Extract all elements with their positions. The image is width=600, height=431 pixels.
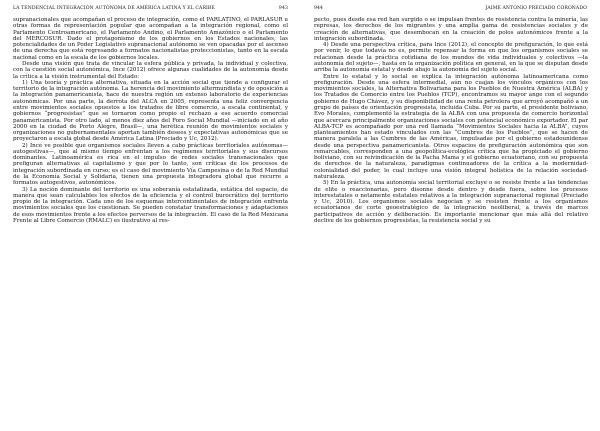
page-number: 943 — [278, 6, 288, 11]
paragraph: Desde una visión que trata de vincular la esfera pública y privada, la individual y colectiva, con la cuestión social autonómica, Ince (2012) ofrece algunas cualidades de la autonomía desde la crítica a la visión instrumental del Estado: — [13, 60, 288, 80]
paragraph: pecto, pues desde esa red han surgido o se impulsan frentes de resistencia contra la minería, las represas, los derechos de los migrantes y una amplia gama de resistencias sociales y de creación de alternativas, que desembocan en la creación de polos autonómicos frente a la integración subordinada. — [314, 17, 588, 42]
numbered-paragraph: 1) Una teoría y práctica alternativa, situada en la acción social que tiende a configurar el territorio de la integración autónoma. La herencia del movimiento altermundista y de oposición a la integración panamericanista, hace de nuestra región un extenso laboratorio de experiencias autonómicas. Por una parte, la derrota del ALCA en 2005, representa una feliz convergencia entre movimientos sociales opuestos a los tratados de libre comercio, a escala continental, y gobiernos “progresistas” que se tornaron como propio el rechazo a ese acuerdo comercial panamericanista. Por otro lado, al menos diez años del Foro Social Mundial —iniciado en el año 2000 en la ciudad de Porto Alegre, Brasil—, una herética reunión de movimientos sociales y organizaciones no gubernamentales aportan también deseos y expectativas autonómicas que se proyectaron a escala global desde América Latina (Preciado y Uc, 2012). — [13, 79, 288, 143]
running-header-author: JAIME ANTONIO PRECIADO CORONADO — [485, 6, 587, 11]
paragraph: supranacionales que acompañan el proceso de integración, como el PARLATINO, el PARLASUR u otras formas de representación popular que acompañan a la integración regional, como el Parlamento Centroamericano, el Parlamento Andino, el Parlamento Amazónico o el Parlamento del MERCOSUR. Dado el protagonismo de los gobiernos en los Estados nacionales, las potencialidades de un Poder Legislativo supranacional autónomo se ven opacadas por el ascenso de una derecha que está regresando a formatos nacionalistas proteccionistas, tanto en la escala nacional como en la escala de los gobiernos locales. — [13, 17, 288, 61]
numbered-paragraph: 5) En la práctica, una autonomía social territorial excluye o se resiste frente a las tendencias de elite o reaccionarias, pero disonne desde dentro y desde fuera, sobre los procesos interestatales o netamente estatales relativos a la integración supranacional regional (Preciado y Uc, 2010). Los organismos sociales negocian y se resisten frente a los organismos ecuatorianos de corte geoestratégico de la integración neoliberal, a través de marcos participativos de acción y deliberación. Es importante mencionar que más allá del relativo declive de los gobiernos progresistas, la resistencia social y su — [314, 180, 588, 224]
page-number: 944 — [314, 6, 324, 11]
text-column — [13, 17, 288, 224]
numbered-paragraph: 3) La noción dominante del territorio es una soberanía estatalizada, estática del espacio, de manera que sean calculables los efectos de la eficiencia y el control burocrático del territorio propio de la integración. Cada uno de los esquemas intercontinentales de integración enfrenta movimientos sociales que los cuestionan. Se pueden constatar transformaciones y adaptaciones de esos movimientos frente a los efectos perversos de la integración. El caso de la Red Mexicana Frente al Libre Comercio (RMALC) es ilustrativo al res- — [13, 186, 288, 224]
paragraph: Entre lo estatal y lo social se explica la integración autónoma latinoamericana como prefiguración. Desde una esfera intermedial, aún no cuajan los vínculos orgánicos con los movimientos sociales, la Alternativa Bolivariana para los Pueblos de Nuestra América (ALBA) y los Tratados de Comercio entre los Pueblos (TCP), encontramos su mayor ange con el segundo gobierno de Hugo Chávez, y su disponibilidad de una renta petrolera que arroyó acompañó a un grupo de países de orientación progresista, incluida Cuba. Por su parte, el presidente boliviano, Evo Morales, complementó la estrategia de la ALBA con una propuesta de comercio horizontal que acercara principalmente organizaciones sociales con potencial económico exportador. El par ALBA-TCP es acompañado por una red llamada “Movimientos Sociales hacia la ALBA”, cuyos planteamientos han estado vinculados con las “Cumbres de los Pueblos”, que se hacen de manera paralela a las Cumbres de las Américas, impulsadas por el gobierno estadounidense desde una perspectiva panamericanista. Otros espacios de prefiguración autonómica que son remarcables, corresponden a una geopolítica-ecológica crítica que ha propiciado el gobierno boliviano, con su reivindicación de la Pacha Mama y el gobierno ecuatoriano, con su propuesta de derechos de la naturaleza, paradigmas continuadores de la crítica a la modernidad-colonialidad del poder, lo cual incluye una visión integral holística de la relación sociedad-naturaleza. — [314, 73, 588, 181]
right-page — [300, 0, 600, 431]
running-header-title: LA TENDENCIAL INTEGRACIÓN AUTÓNOMA DE AMÉRICA LATINA Y EL CARIBE — [13, 6, 215, 11]
numbered-paragraph: 4) Desde una perspectiva crítica, para Ince (2012), el concepto de prefiguración, lo que está por venir, lo que todavía no es, permite repensar la forma en que los organismos sociales se relacionan desde la práctica cotidiana de los mundos de vida individuales y colectivos —la autonomía del sujeto—, hasta en la organización política en general, en la que se disputan desde arriba la autonomía estatal y desde abajo la autonomía del sujeto social. — [314, 42, 588, 74]
numbered-paragraph: 2) Ince ve posible que organismos sociales lleven a cabo prácticas territoriales autónomas—autogestivas—, que al mismo tiempo enfrentan a los regímenes territoriales y sus discursos dominantes. Latinoamérica es rica en el impulso de redes sociales transnacionales que prefiguran alternativas al capitalismo y que por lo tanto, son críticas de los procesos de integración subordinada en curso; es el caso del movimiento Vía Campesina o de la Red Mundial de la Economía Social y Solidaria, tienen una propuesta integradora global que recurre a formatos autogestivos, autonómicos. — [13, 142, 288, 187]
text-column — [314, 17, 588, 224]
